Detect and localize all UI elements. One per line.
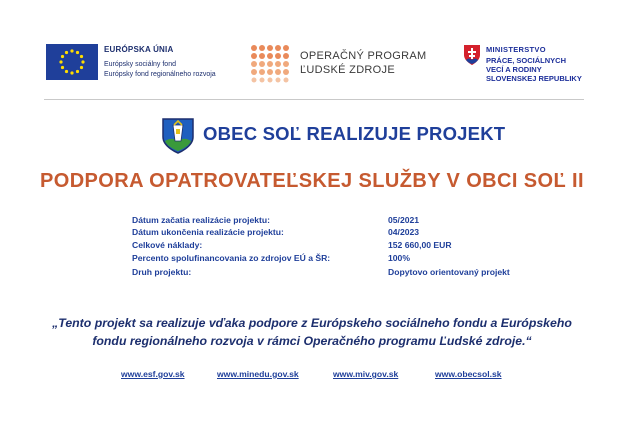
detail-value-start: 05/2021	[388, 215, 420, 225]
eu-line-esf: Európsky sociálny fond	[104, 61, 176, 68]
eu-line-erdf: Európsky fond regionálneho rozvoja	[104, 71, 216, 78]
op-dots-icon	[248, 43, 296, 83]
detail-label-cofinancing: Percento spolufinancovania zo zdrojov EÚ a ŠR:	[132, 253, 331, 263]
ministry-line1: MINISTERSTVO	[486, 45, 546, 54]
ministry-line2: PRÁCE, SOCIÁLNYCH	[486, 56, 567, 65]
detail-label-end: Dátum ukončenia realizácie projektu:	[132, 227, 284, 237]
link-miv[interactable]: www.miv.gov.sk	[333, 369, 399, 379]
ministry-line3: VECÍ A RODINY	[486, 65, 542, 74]
detail-label-type: Druh projektu:	[132, 267, 192, 277]
detail-label-cost: Celkové náklady:	[132, 240, 203, 250]
quote-line2: fondu regionálneho rozvoja v rámci Operačného programu Ľudské zdroje.“	[92, 334, 532, 348]
eu-flag-icon	[46, 44, 98, 80]
link-obecsol[interactable]: www.obecsol.sk	[435, 369, 502, 379]
link-esf[interactable]: www.esf.gov.sk	[121, 369, 185, 379]
ministry-line4: SLOVENSKEJ REPUBLIKY	[486, 74, 582, 83]
link-minedu[interactable]: www.minedu.gov.sk	[217, 369, 299, 379]
coat-of-arms-icon	[161, 117, 195, 155]
detail-value-cost: 152 660,00 EUR	[388, 240, 452, 250]
op-line1: OPERAČNÝ PROGRAM	[300, 50, 427, 62]
slovak-shield-icon	[463, 44, 481, 66]
obec-heading: OBEC SOĽ REALIZUJE PROJEKT	[203, 123, 506, 144]
detail-value-type: Dopytovo orientovaný projekt	[388, 267, 510, 277]
quote-line1: „Tento projekt sa realizuje vďaka podpore z Európskeho sociálneho fondu a Európskeho	[52, 316, 572, 330]
op-line2: ĽUDSKÉ ZDROJE	[300, 64, 395, 76]
detail-value-cofinancing: 100%	[388, 253, 410, 263]
eu-title: EURÓPSKA ÚNIA	[104, 45, 174, 54]
detail-label-start: Dátum začatia realizácie projektu:	[132, 215, 271, 225]
detail-value-end: 04/2023	[388, 227, 420, 237]
project-title: PODPORA OPATROVATEĽSKEJ SLUŽBY V OBCI SOĽ II	[40, 170, 584, 192]
header-divider	[44, 99, 584, 100]
